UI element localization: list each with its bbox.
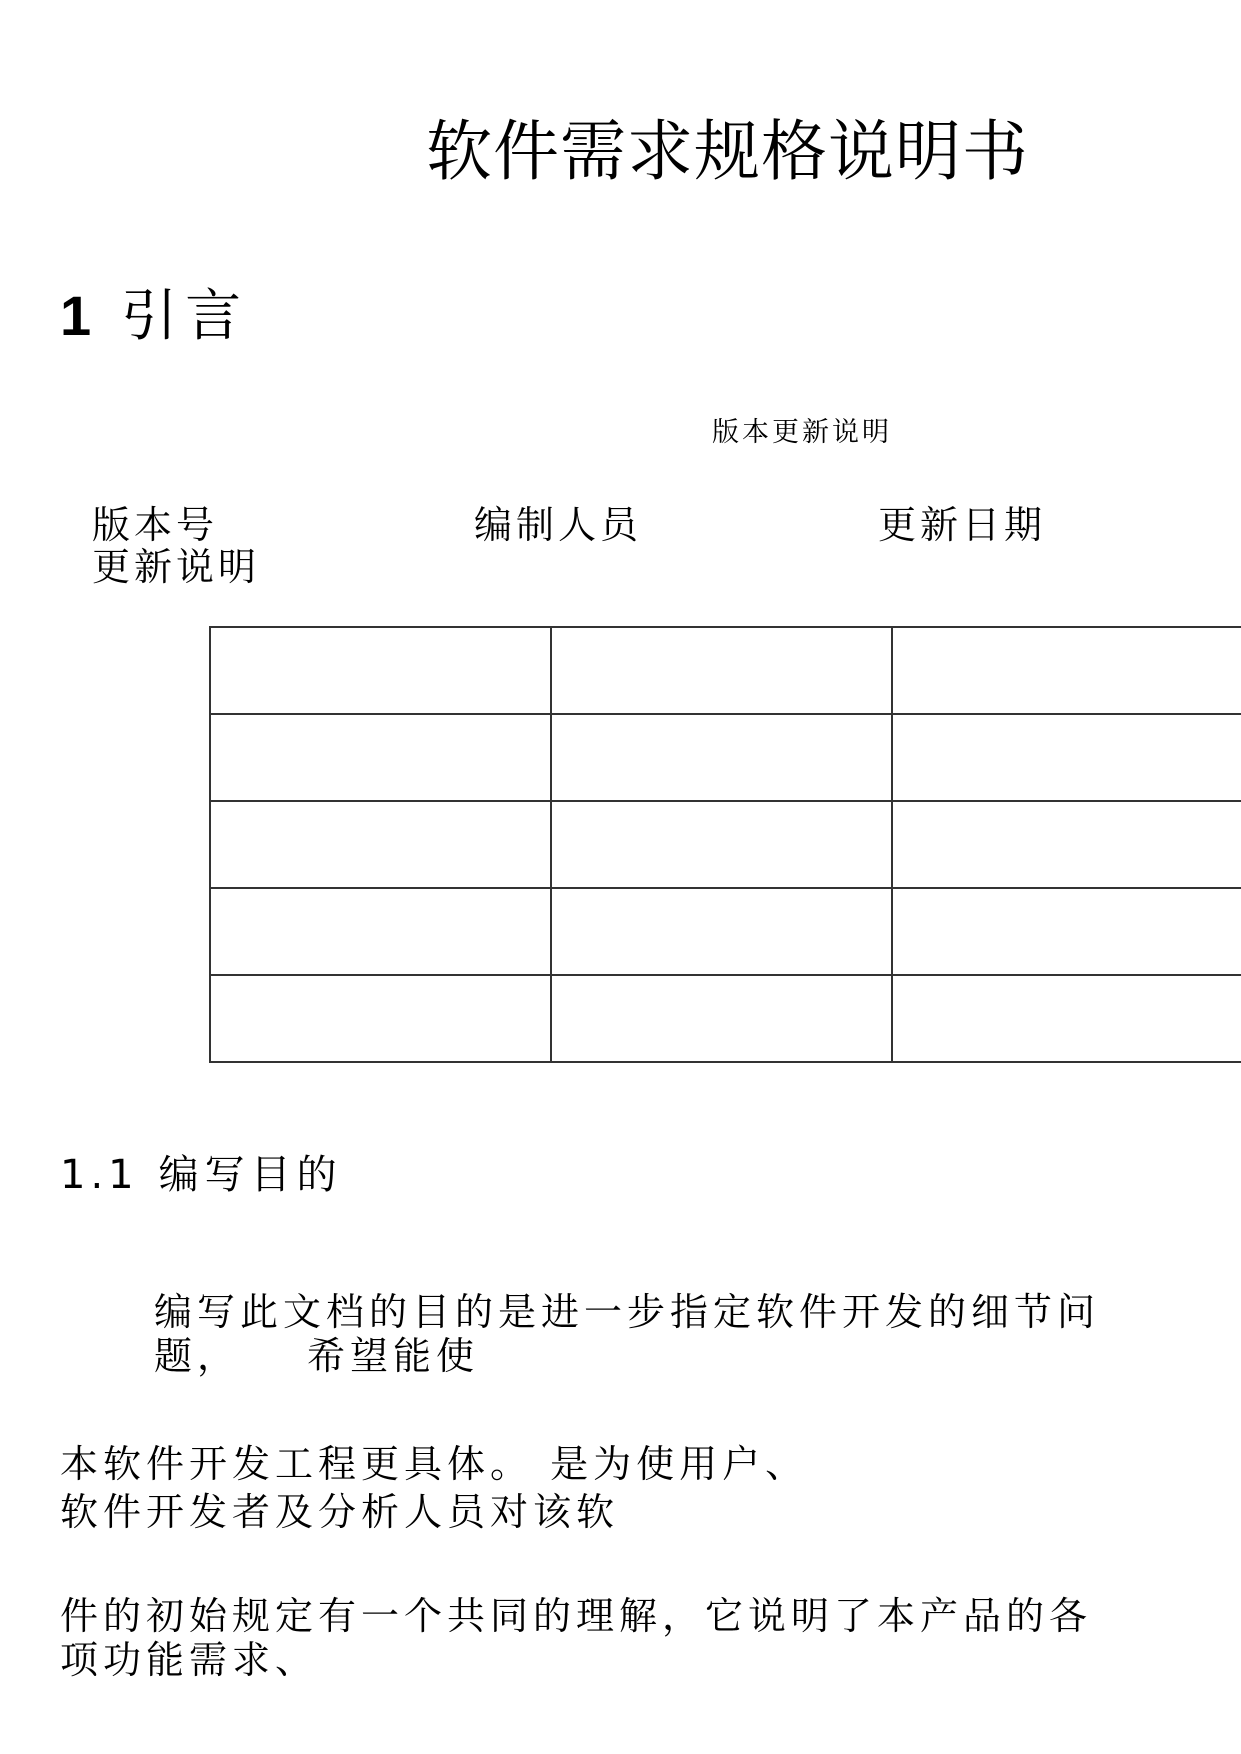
table-cell bbox=[210, 627, 551, 714]
paragraph-line: 软件开发者及分析人员对该软 bbox=[60, 1490, 620, 1534]
paragraph-line: 本软件开发工程更具体。 是为使用户、 bbox=[60, 1442, 809, 1486]
paragraph-line: 题， 希望能使 bbox=[154, 1334, 480, 1378]
paragraph-line: 项功能需求、 bbox=[60, 1638, 319, 1682]
table-caption: 版本更新说明 bbox=[712, 417, 892, 448]
table-cell bbox=[892, 627, 1241, 714]
table-row bbox=[210, 801, 1241, 888]
table-cell bbox=[551, 801, 892, 888]
column-header-version: 版本号 bbox=[92, 503, 219, 547]
table-cell bbox=[210, 975, 551, 1062]
version-table bbox=[209, 626, 1241, 1063]
table-row bbox=[210, 975, 1241, 1062]
table-cell bbox=[892, 801, 1241, 888]
document-title: 软件需求规格说明书 bbox=[426, 113, 1029, 190]
column-header-description: 更新说明 bbox=[92, 545, 261, 589]
table-cell bbox=[551, 714, 892, 801]
table-cell bbox=[210, 888, 551, 975]
subsection-title: 编写目的 bbox=[158, 1152, 343, 1198]
paragraph-line: 编写此文档的目的是进一步指定软件开发的细节问 bbox=[154, 1290, 1101, 1334]
paragraph-line: 件的初始规定有一个共同的理解，它说明了本产品的各 bbox=[60, 1594, 1093, 1638]
section-title: 引言 bbox=[121, 284, 250, 349]
table-cell bbox=[551, 975, 892, 1062]
subsection-number: 1.1 bbox=[60, 1152, 139, 1198]
column-header-author: 编制人员 bbox=[474, 503, 643, 547]
table-cell bbox=[892, 888, 1241, 975]
table-row bbox=[210, 714, 1241, 801]
section-heading-introduction bbox=[60, 272, 249, 352]
table-cell bbox=[892, 975, 1241, 1062]
table-cell bbox=[551, 888, 892, 975]
section-number: 1 bbox=[60, 284, 92, 347]
table-cell bbox=[210, 714, 551, 801]
table-cell bbox=[892, 714, 1241, 801]
column-header-date: 更新日期 bbox=[878, 503, 1047, 547]
table-cell bbox=[210, 801, 551, 888]
table-row bbox=[210, 627, 1241, 714]
table-row bbox=[210, 888, 1241, 975]
table-cell bbox=[551, 627, 892, 714]
subsection-heading-purpose bbox=[60, 1143, 343, 1200]
